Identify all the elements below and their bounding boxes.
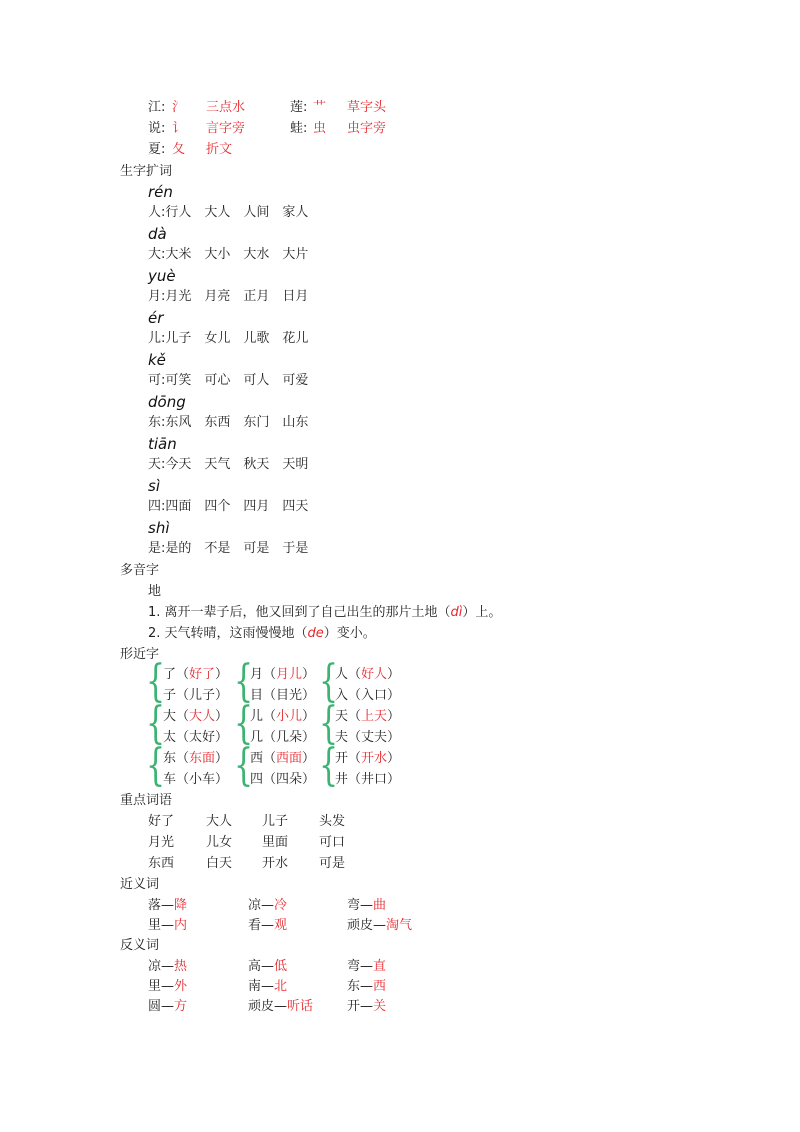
radical-char: 说: bbox=[148, 121, 166, 136]
brace-icon: { bbox=[146, 698, 166, 750]
pair-left: 高— bbox=[248, 959, 275, 974]
xingjin-word: 目光 bbox=[276, 688, 303, 703]
word-pair bbox=[148, 918, 187, 934]
word-pair bbox=[148, 898, 187, 914]
sentence-text: 1. 离开一辈子后，他又回到了自己出生的那片土地（ bbox=[148, 605, 451, 620]
key-word: 开水 bbox=[262, 856, 289, 871]
key-word: 好了 bbox=[148, 814, 175, 829]
brace-icon: { bbox=[319, 698, 339, 750]
xingjin-word: 井口 bbox=[361, 772, 388, 787]
key-word: 大人 bbox=[206, 814, 233, 829]
xingjin-word: 东面 bbox=[189, 751, 216, 766]
xingjin-bottom: 子（儿子） bbox=[163, 688, 229, 703]
radical-symbol: 氵 bbox=[172, 100, 186, 115]
xingjin-top: 西（西面） bbox=[250, 751, 316, 766]
brace-icon: { bbox=[234, 656, 254, 708]
xingjin-char: 人 bbox=[335, 667, 349, 682]
xingjin-char: 四 bbox=[250, 772, 264, 787]
key-word: 儿子 bbox=[262, 814, 289, 829]
kuoci-line: 儿:儿子 女儿 儿歌 花儿 bbox=[148, 331, 309, 346]
xingjin-bottom: 四（四朵） bbox=[250, 772, 316, 787]
xingjin-char: 几 bbox=[250, 730, 264, 745]
xingjin-bottom: 车（小车） bbox=[163, 772, 229, 787]
word-pair bbox=[148, 959, 187, 975]
kuoci-line: 人:行人 大人 人间 家人 bbox=[148, 205, 309, 220]
key-word: 可口 bbox=[319, 835, 346, 850]
pair-left: 顽皮— bbox=[347, 918, 387, 933]
pair-left: 弯— bbox=[347, 959, 374, 974]
section-heading-fanyi: 反义词 bbox=[120, 938, 160, 953]
kuoci-line: 月:月光 月亮 正月 日月 bbox=[148, 289, 309, 304]
xingjin-bottom: 入（入口） bbox=[335, 688, 401, 703]
pinyin: dōng bbox=[148, 393, 186, 411]
xingjin-top: 了（好了） bbox=[163, 667, 229, 682]
pair-right: 低 bbox=[274, 959, 288, 974]
brace-icon: { bbox=[319, 656, 339, 708]
xingjin-char: 井 bbox=[335, 772, 349, 787]
word-pair bbox=[347, 918, 412, 934]
pinyin-answer: dì bbox=[450, 605, 463, 620]
key-word: 头发 bbox=[319, 814, 346, 829]
sentence-text: ）变小。 bbox=[323, 626, 376, 641]
xingjin-word: 小车 bbox=[189, 772, 216, 787]
kuoci-line: 可:可笑 可心 可人 可爱 bbox=[148, 373, 309, 388]
xingjin-top: 东（东面） bbox=[163, 751, 229, 766]
word-pair bbox=[347, 898, 386, 914]
xingjin-top: 月（月儿） bbox=[250, 667, 316, 682]
pair-left: 南— bbox=[248, 979, 275, 994]
word-pair bbox=[347, 979, 386, 995]
pair-left: 里— bbox=[148, 979, 175, 994]
xingjin-bottom: 夫（丈夫） bbox=[335, 730, 401, 745]
word-pair bbox=[248, 918, 287, 934]
radical-char: 江: bbox=[148, 100, 166, 115]
xingjin-word: 西面 bbox=[276, 751, 303, 766]
section-heading-jinyi: 近义词 bbox=[120, 877, 160, 892]
radical-symbol: 夂 bbox=[172, 142, 186, 157]
sentence-text: ）上。 bbox=[462, 605, 502, 620]
xingjin-char: 目 bbox=[250, 688, 264, 703]
radical-name: 三点水 bbox=[206, 100, 246, 115]
duoyin-sentence-1 bbox=[148, 605, 501, 621]
xingjin-top: 儿（小儿） bbox=[250, 709, 316, 724]
xingjin-char: 子 bbox=[163, 688, 177, 703]
xingjin-word: 大人 bbox=[189, 709, 216, 724]
word-pair bbox=[248, 999, 313, 1015]
radical-char: 蛙: bbox=[290, 121, 308, 136]
xingjin-char: 开 bbox=[335, 751, 349, 766]
radical-symbol: 虫 bbox=[313, 121, 327, 136]
pair-left: 开— bbox=[347, 999, 374, 1014]
word-pair bbox=[148, 979, 187, 995]
pair-right: 曲 bbox=[373, 898, 387, 913]
radical-name: 折文 bbox=[206, 142, 233, 157]
xingjin-word: 入口 bbox=[361, 688, 388, 703]
word-pair bbox=[248, 979, 287, 995]
xingjin-word: 月儿 bbox=[276, 667, 303, 682]
xingjin-word: 开水 bbox=[361, 751, 388, 766]
pair-right: 热 bbox=[174, 959, 188, 974]
section-heading-duoyin: 多音字 bbox=[120, 563, 160, 578]
section-heading-kuoci: 生字扩词 bbox=[120, 164, 173, 179]
radical-char: 莲: bbox=[290, 100, 308, 115]
key-word: 白天 bbox=[206, 856, 233, 871]
xingjin-char: 了 bbox=[163, 667, 177, 682]
pinyin: ér bbox=[148, 309, 164, 327]
pair-right: 关 bbox=[373, 999, 387, 1014]
sentence-text: 2. 天气转晴，这雨慢慢地（ bbox=[148, 626, 308, 641]
key-word: 儿女 bbox=[206, 835, 233, 850]
kuoci-line: 四:四面 四个 四月 四天 bbox=[148, 499, 309, 514]
pair-right: 听话 bbox=[287, 999, 314, 1014]
xingjin-char: 夫 bbox=[335, 730, 349, 745]
kuoci-line: 东:东风 东西 东门 山东 bbox=[148, 415, 309, 430]
duoyin-char: 地 bbox=[148, 584, 162, 599]
pair-right: 冷 bbox=[274, 898, 288, 913]
pair-left: 圆— bbox=[148, 999, 175, 1014]
xingjin-word: 几朵 bbox=[276, 730, 303, 745]
radical-symbol: 讠 bbox=[172, 121, 186, 136]
pair-right: 外 bbox=[174, 979, 188, 994]
brace-icon: { bbox=[146, 656, 166, 708]
xingjin-bottom: 太（太好） bbox=[163, 730, 229, 745]
key-word: 可是 bbox=[319, 856, 346, 871]
pinyin: kě bbox=[148, 351, 166, 369]
section-heading-xingjin: 形近字 bbox=[120, 647, 160, 662]
pair-left: 弯— bbox=[347, 898, 374, 913]
duoyin-sentence-2 bbox=[148, 626, 376, 642]
xingjin-word: 儿子 bbox=[189, 688, 216, 703]
xingjin-char: 儿 bbox=[250, 709, 264, 724]
word-pair bbox=[248, 959, 287, 975]
xingjin-word: 小儿 bbox=[276, 709, 303, 724]
xingjin-top: 大（大人） bbox=[163, 709, 229, 724]
xingjin-top: 人（好人） bbox=[335, 667, 401, 682]
xingjin-word: 太好 bbox=[189, 730, 216, 745]
xingjin-bottom: 目（目光） bbox=[250, 688, 316, 703]
pair-right: 淘气 bbox=[386, 918, 413, 933]
xingjin-char: 西 bbox=[250, 751, 264, 766]
xingjin-word: 上天 bbox=[361, 709, 388, 724]
pair-left: 看— bbox=[248, 918, 275, 933]
pinyin: tiān bbox=[148, 435, 177, 453]
pair-right: 西 bbox=[373, 979, 387, 994]
pair-right: 直 bbox=[373, 959, 387, 974]
pair-right: 内 bbox=[174, 918, 188, 933]
radical-name: 草字头 bbox=[347, 100, 387, 115]
word-pair bbox=[347, 959, 386, 975]
word-pair bbox=[248, 898, 287, 914]
brace-icon: { bbox=[234, 698, 254, 750]
kuoci-line: 大:大米 大小 大水 大片 bbox=[148, 247, 309, 262]
pair-left: 落— bbox=[148, 898, 175, 913]
xingjin-char: 天 bbox=[335, 709, 349, 724]
radical-char: 夏: bbox=[148, 142, 166, 157]
xingjin-word: 好了 bbox=[189, 667, 216, 682]
xingjin-bottom: 井（井口） bbox=[335, 772, 401, 787]
pair-left: 凉— bbox=[248, 898, 275, 913]
pair-right: 观 bbox=[274, 918, 288, 933]
section-heading-zhongdian: 重点词语 bbox=[120, 793, 173, 808]
pinyin: sì bbox=[148, 477, 160, 495]
word-pair bbox=[148, 999, 187, 1015]
pair-right: 北 bbox=[274, 979, 288, 994]
brace-icon: { bbox=[146, 740, 166, 792]
xingjin-top: 开（开水） bbox=[335, 751, 401, 766]
radical-name: 言字旁 bbox=[206, 121, 246, 136]
pair-right: 降 bbox=[174, 898, 188, 913]
xingjin-char: 车 bbox=[163, 772, 177, 787]
key-word: 月光 bbox=[148, 835, 175, 850]
pinyin: rén bbox=[148, 183, 173, 201]
xingjin-char: 月 bbox=[250, 667, 264, 682]
key-word: 东西 bbox=[148, 856, 175, 871]
xingjin-char: 太 bbox=[163, 730, 177, 745]
kuoci-line: 天:今天 天气 秋天 天明 bbox=[148, 457, 309, 472]
xingjin-char: 大 bbox=[163, 709, 177, 724]
xingjin-word: 好人 bbox=[361, 667, 388, 682]
xingjin-char: 入 bbox=[335, 688, 349, 703]
pair-right: 方 bbox=[174, 999, 188, 1014]
pinyin-answer: de bbox=[307, 626, 324, 641]
pair-left: 里— bbox=[148, 918, 175, 933]
xingjin-bottom: 几（几朵） bbox=[250, 730, 316, 745]
key-word: 里面 bbox=[262, 835, 289, 850]
pinyin: dà bbox=[148, 225, 167, 243]
xingjin-char: 东 bbox=[163, 751, 177, 766]
pair-left: 东— bbox=[347, 979, 374, 994]
word-pair bbox=[347, 999, 386, 1015]
xingjin-top: 天（上天） bbox=[335, 709, 401, 724]
radical-name: 虫字旁 bbox=[347, 121, 387, 136]
pair-left: 凉— bbox=[148, 959, 175, 974]
xingjin-word: 丈夫 bbox=[361, 730, 388, 745]
pinyin: shì bbox=[148, 519, 170, 537]
kuoci-line: 是:是的 不是 可是 于是 bbox=[148, 541, 309, 556]
pair-left: 顽皮— bbox=[248, 999, 288, 1014]
xingjin-word: 四朵 bbox=[276, 772, 303, 787]
brace-icon: { bbox=[319, 740, 339, 792]
radical-symbol: 艹 bbox=[313, 100, 327, 115]
brace-icon: { bbox=[234, 740, 254, 792]
pinyin: yuè bbox=[148, 267, 176, 285]
